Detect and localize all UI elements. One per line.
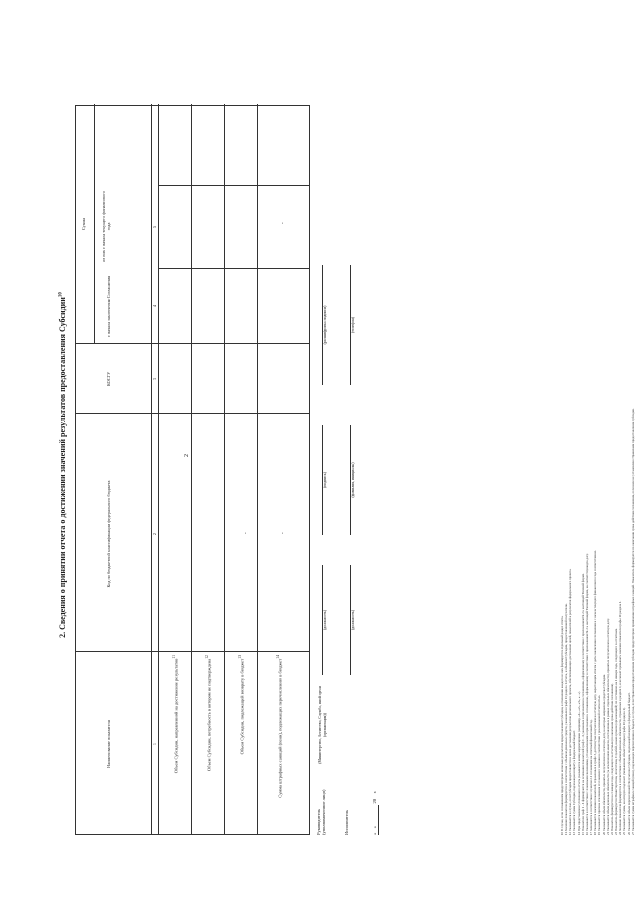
footnote: 16 Указываются в соответствии с плановыми значениями, установленными в приложении к соглашению, оформленному в соответствии с приложением № 2 к настоящей Типовой форме, на соответствующую дату. bbox=[584, 553, 589, 835]
header-sum-start: с начала заключения Соглашения bbox=[106, 275, 111, 338]
footnote: 10 В случае, если соглашением предусмотрено несколько результатов предоставления Субсидии, в отношении каждого из них формируется отдельный раздел отчета. bbox=[560, 615, 564, 835]
footnote: 27 Указывается сумма штрафных санкций (пени), подлежащих перечислению в бюджет, в случае, если Правилами предоставления субсидии предусмотрено применение штрафных санкций. Показатель формируется по окончании срока действия соглашения, если иное не установлено Правилами предоставления субсидии. bbox=[630, 408, 635, 835]
col-number-5: 5 bbox=[152, 225, 157, 229]
table-row-label: Объем Субсидии, направленной на достижение результатов$^{11}$ bbox=[172, 655, 179, 774]
col-number-3: 3 bbox=[152, 377, 157, 381]
report-table bbox=[75, 105, 310, 835]
table-row-label: Объем Субсидии, потребность в котором не подтверждена$^{12}$ bbox=[205, 655, 212, 772]
position-caption: (должность) bbox=[323, 610, 327, 630]
footnote: 26 Указывается объем перечисленной Получателю Субсидии, подлежащей возврату в федеральный бюджет. bbox=[626, 692, 631, 835]
section-title bbox=[58, 115, 67, 815]
org-caption: (Министерство, Агентство, Служба, иной орган (организация)) bbox=[318, 686, 327, 764]
header-sum: Сумма bbox=[81, 217, 86, 231]
head-label: Руководитель bbox=[316, 808, 321, 835]
footnote: 13 Указывается сумма Субсидии, подлежащая возврату в федеральный бюджет. bbox=[572, 730, 577, 835]
page-number: 2 bbox=[184, 454, 190, 457]
signature-name-caption: (расшифровка подписи) bbox=[323, 305, 327, 345]
cell-dash: - bbox=[281, 532, 286, 534]
col-number-1: 1 bbox=[152, 742, 157, 746]
footnote: 17 Заполняется в соответствии с пунктом 2.1 соглашения на отчетный финансовый год. bbox=[589, 719, 594, 835]
table-row-label: Сумма штрафных санкций (пени), подлежащих перечислению в бюджет$^{14}$ bbox=[276, 655, 283, 798]
header-kbk: Код по бюджетной классификации федерального бюджета bbox=[106, 480, 111, 588]
footnote: 14 При представлении уточненного отчета указывается номер корректировки (например, «1», «2», «3», «...»). bbox=[576, 691, 581, 835]
col-number-4: 4 bbox=[152, 304, 157, 308]
executor-name-caption: (фамилия, инициалы) bbox=[351, 462, 355, 498]
footnote: 21 Указывается объем денежных обязательств (за исключением авансов, поставленных в рамках отдельных обязательств), принятых получателем на отчетную дату. bbox=[605, 618, 610, 835]
col-number-2: 2 bbox=[152, 532, 157, 536]
footnote: 20 Указывается объем обязательств, принятых получателем на отчетную дату, на которые направлены средства Субсидии. bbox=[601, 673, 606, 835]
cell-dash: - bbox=[244, 532, 249, 534]
footnote: 11 Значение показателя формируется в соответствии с объемом денежных средств, указанным в графе 11 раздела 1 отчета, и объемом Субсидии, предоставленной получателю. bbox=[564, 603, 569, 835]
section-title-text: 2. Сведения о принятии отчета о достижении значений результатов предоставления Субсидии bbox=[58, 297, 67, 638]
signature-caption: (подпись) bbox=[323, 472, 327, 488]
date-line: « » 20 г. bbox=[372, 790, 377, 835]
footnote: 25 Указывается сумма, на которую подлежит уменьшению объем Субсидии (графа 10 раздела 1). bbox=[622, 707, 627, 835]
footnote: 12 Указывается в случае, если Субсидия предоставляется в целях достижения результатов регионального проекта, обеспечивающих достижение целей, показателей и результатов федерального проекта. bbox=[568, 568, 573, 835]
executor-position-caption: (должность) bbox=[351, 610, 355, 630]
header-indicator-name: Наименование показателя bbox=[106, 720, 111, 768]
executor-label: Исполнитель bbox=[344, 809, 349, 835]
header-kosgu: КОСГУ bbox=[106, 371, 111, 387]
footnote: 22 Показатель формируется на 1 января года, следующего за отчетным (по окончании срока действия соглашения). bbox=[609, 683, 614, 835]
section-title-footnote-ref: 10 bbox=[58, 292, 64, 298]
footnote: 19 Указывается причина отклонения от планового значения в соответствии с реализованной отчетностью. bbox=[597, 694, 602, 835]
head-sub-label: (уполномоченное лицо) bbox=[321, 789, 326, 835]
table-row-label: Объем Субсидии, подлежащей возврату в бюджет$^{13}$ bbox=[238, 655, 245, 755]
header-sum-year: из них с начала текущего финансового года bbox=[101, 191, 111, 262]
phone-caption: (телефон) bbox=[351, 317, 355, 333]
footnote: 23 Показатель формируется Министерством, Агентством, Службой, иным органом (организацией) по состоянию на 1 января года, следующего за отчетным. bbox=[614, 628, 619, 835]
footnote: 24 Значение показателя формируется в соответствии с объемом денежных обязательств, отраженных в разделе 1, и не может превышать значение показателя графы 10 раздела 1. bbox=[618, 600, 623, 835]
footnote: 15 Показатели граф 1 - 4 формируются на основании показателей граф 1 - 4, указанных в приложении к соглашению, оформленному в соответствии с приложением № 2 к настоящей Типовой форме. bbox=[580, 573, 585, 835]
cell-dash: - bbox=[281, 222, 286, 224]
footnotes bbox=[560, 15, 635, 835]
footnote: 18 Указываются значения показателей, отраженных в графе 3, достигнутые получателем на отчетную дату, нарастающим итогом с даты заключения соглашения и с начала текущего финансового года соответственно. bbox=[593, 549, 598, 835]
